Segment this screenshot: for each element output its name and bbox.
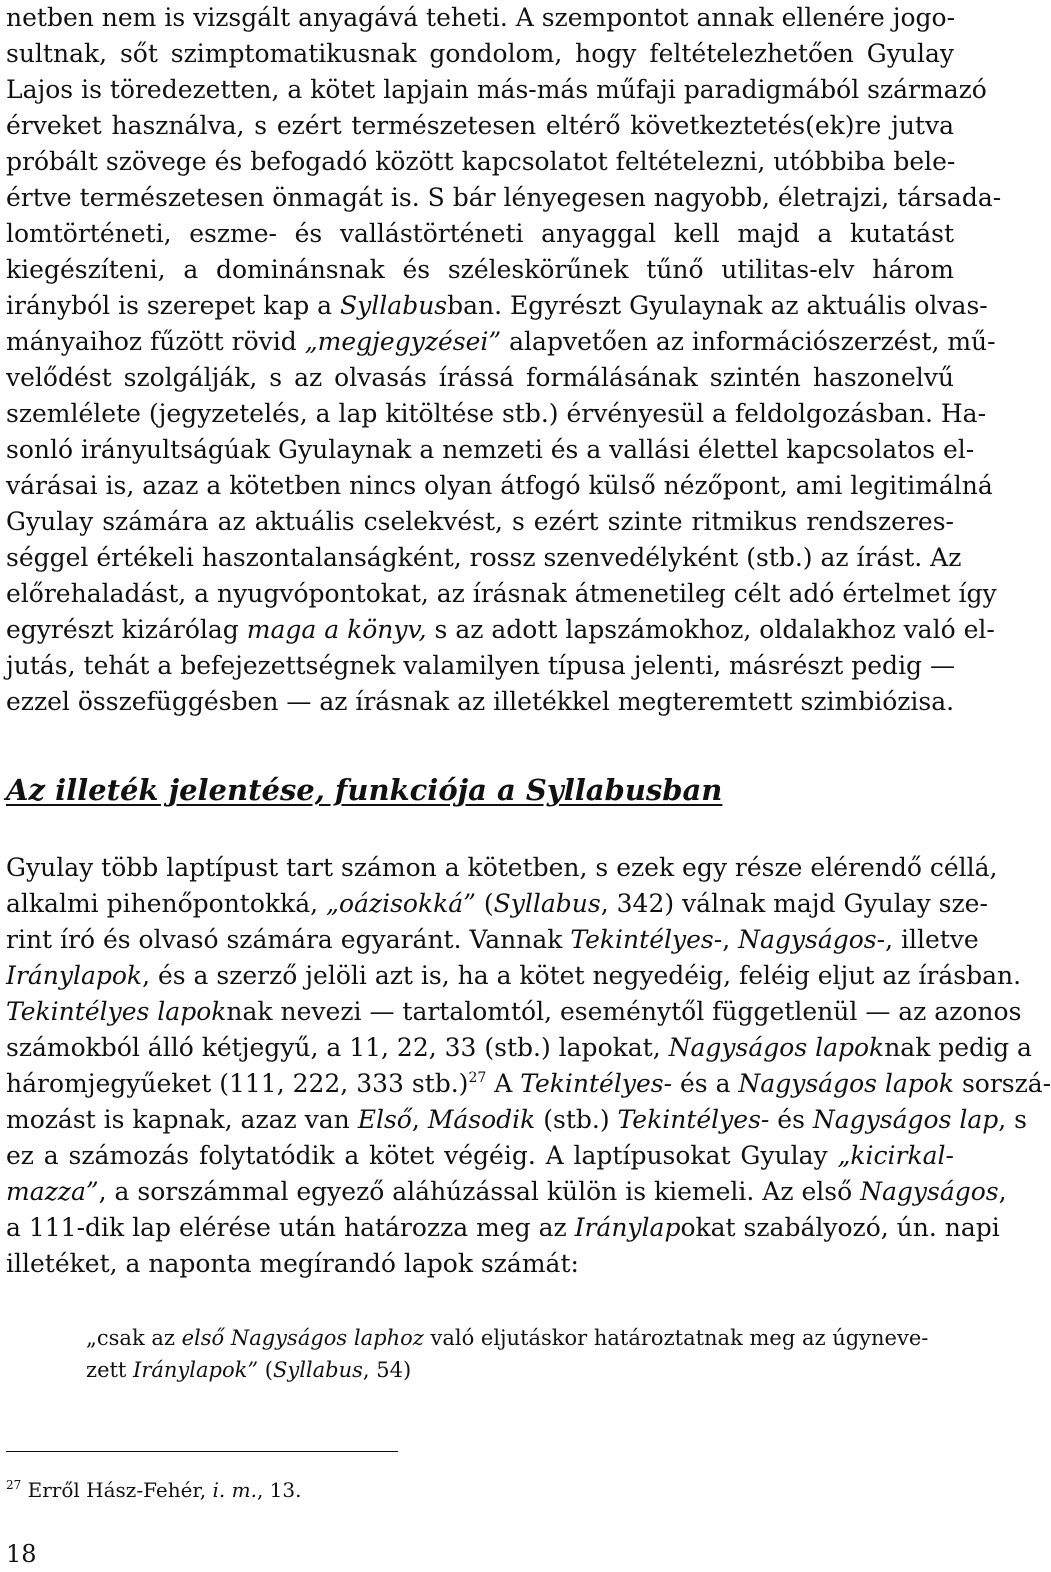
text-line: számokból álló kétjegyű, a 11, 22, 33 (stb.) lapokat, Nagyságos lapoknak pedig a xyxy=(6,1033,1032,1062)
text-line: Lajos is töredezetten, a kötet lapjain más-más műfaji paradigmából származó xyxy=(6,75,987,104)
text-span: irányból is szerepet kap a xyxy=(6,291,341,320)
text-line: jutás, tehát a befejezettségnek valamilyen típusa jelenti, másrészt pedig — xyxy=(6,651,956,680)
text-line: Gyulay több laptípust tart számon a kötetben, s ezek egy része elérendő céllá, xyxy=(6,853,998,882)
italic-text: maga a könyv, xyxy=(246,615,427,644)
footnote-reference: 27 xyxy=(468,1070,487,1086)
text-line: sonló irányultságúak Gyulaynak a nemzeti és a vallási élettel kapcsolatos el- xyxy=(6,435,975,464)
section-heading: Az illeték jelentése, funkciója a Syllabusban xyxy=(6,773,723,807)
text-line: illetéket, a naponta megírandó lapok számát: xyxy=(6,1249,579,1278)
text-line: érveket használva, s ezért természetesen eltérő következtetés(ek)re jutva xyxy=(6,111,954,140)
text-line: alkalmi pihenőpontokká, „oázisokká” (Syllabus, 342) válnak majd Gyulay sze- xyxy=(6,889,988,918)
text-span: ban. Egyrészt Gyulaynak az aktuális olvas- xyxy=(447,291,988,320)
footnote-divider xyxy=(6,1451,398,1452)
italic-text: „megjegyzései” xyxy=(304,327,502,356)
text-line: előrehaladást, a nyugvópontokat, az írásnak átmenetileg célt adó értelmet így xyxy=(6,579,997,608)
text-line: háromjegyűeket (111, 222, 333 stb.)$^{27}$ A Tekintélyes- és a Nagyságos lapok sorszá- xyxy=(6,1069,1051,1098)
text-line: szemlélete (jegyzetelés, a lap kitöltése stb.) érvényesül a feldolgozásban. Ha- xyxy=(6,399,987,428)
page-number: 18 xyxy=(6,1540,37,1568)
text-line: lomtörténeti, eszme- és vallástörténeti anyaggal kell majd a kutatást xyxy=(6,219,954,248)
text-line: mozást is kapnak, azaz van Első, Második (stb.) Tekintélyes- és Nagyságos lap, s xyxy=(6,1105,1028,1134)
text-line: netben nem is vizsgált anyagává teheti. A szempontot annak ellenére jogo- xyxy=(6,3,956,32)
italic-text: Syllabus xyxy=(340,291,448,320)
text-span: s az adott lapszámokhoz, oldalakhoz való el- xyxy=(426,615,995,644)
text-line: séggel értékeli haszontalanságként, rossz szenvedélyként (stb.) az írást. Az xyxy=(6,543,962,572)
text-line: próbált szövege és befogadó között kapcsolatot feltételezni, utóbbiba bele- xyxy=(6,147,956,176)
footnote-number: 27 xyxy=(6,1478,22,1492)
text-line: várásai is, azaz a kötetben nincs olyan átfogó külső nézőpont, ami legitimálná xyxy=(6,471,993,500)
text-line xyxy=(6,612,995,648)
text-line: Iránylapok, és a szerző jelöli azt is, ha a kötet negyedéig, feléig eljut az írásban. xyxy=(6,961,1022,990)
text-span: alapvetően az információszerzést, mű- xyxy=(501,327,996,356)
text-line: ezzel összefüggésben — az írásnak az illetékkel megteremtett szimbiózisa. xyxy=(6,687,955,716)
text-line: kiegészíteni, a dominánsnak és széleskörűnek tűnő utilitas-elv három xyxy=(6,255,954,284)
text-line: rint író és olvasó számára egyaránt. Vannak Tekintélyes-, Nagyságos-, illetve xyxy=(6,925,979,954)
text-line: sultnak, sőt szimptomatikusnak gondolom, hogy feltételezhetően Gyulay xyxy=(6,39,954,68)
text-span: egyrészt kizárólag xyxy=(6,615,247,644)
text-span: mányaihoz fűzött rövid xyxy=(6,327,305,356)
text-line: mazza”, a sorszámmal egyező aláhúzással külön is kiemeli. Az első Nagyságos, xyxy=(6,1177,1007,1206)
text-line: velődést szolgálják, s az olvasás írássá formálásának szintén haszonelvű xyxy=(6,363,954,392)
text-line: értve természetesen önmagát is. S bár lényegesen nagyobb, életrajzi, társada- xyxy=(6,183,1002,212)
text-line: Tekintélyes lapoknak nevezi — tartalomtól, eseménytől függetlenül — az azonos xyxy=(6,997,1022,1026)
footnote: $^{27}$ Erről Hász-Fehér, i. m., 13. xyxy=(6,1478,302,1502)
text-line xyxy=(6,324,996,360)
text-line xyxy=(6,288,988,324)
block-quote-line: „csak az első Nagyságos laphoz való eljutáskor határoztatnak meg az úgyneve- xyxy=(86,1326,929,1350)
text-line: ez a számozás folytatódik a kötet végéig. A laptípusokat Gyulay „kicirkal- xyxy=(6,1141,954,1170)
block-quote-line: zett Iránylapok” (Syllabus, 54) xyxy=(86,1358,412,1382)
text-line: Gyulay számára az aktuális cselekvést, s ezért szinte ritmikus rendszeres- xyxy=(6,507,954,536)
text-line: a 111-dik lap elérése után határozza meg az Iránylapokat szabályozó, ún. napi xyxy=(6,1213,1000,1242)
